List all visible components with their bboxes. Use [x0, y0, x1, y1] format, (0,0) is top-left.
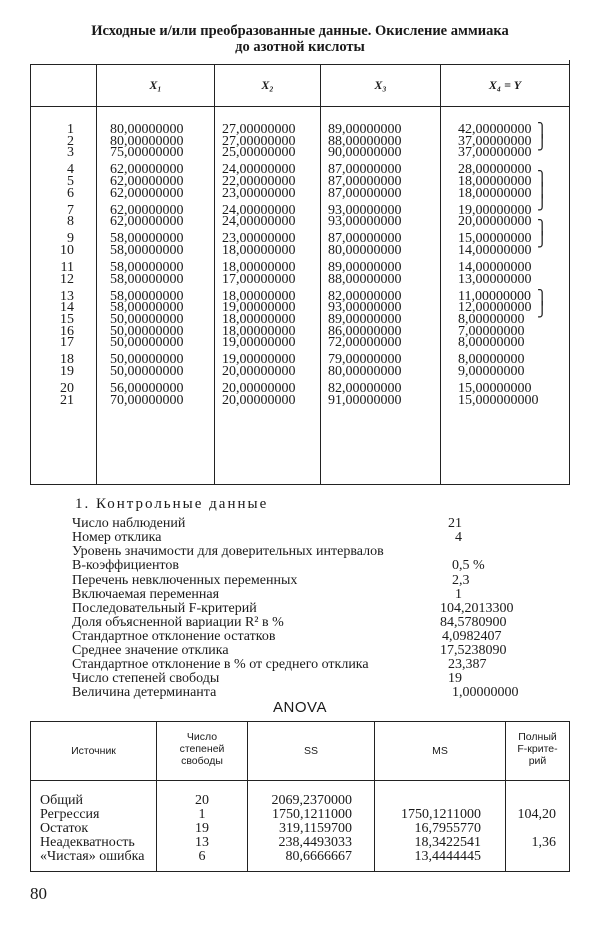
table-cell: 58,00000000 — [110, 242, 184, 258]
table-cell: 11,00000000 — [458, 288, 531, 304]
column-header-x4-y: X₄ = Y — [488, 78, 522, 92]
anova-top-rule — [30, 721, 570, 722]
table-cell: 93,00000000 — [328, 214, 402, 230]
table-cell: 23,00000000 — [222, 185, 296, 201]
row-number: 5 — [67, 173, 74, 189]
anova-cell-f: 104,20 — [517, 807, 556, 822]
anova-header-f-line: Полный — [518, 731, 557, 743]
table-cell: 50,00000000 — [110, 352, 184, 368]
control-value: 2,3 — [452, 573, 470, 588]
row-number: 17 — [60, 335, 74, 351]
control-value: 84,5780900 — [440, 615, 507, 630]
anova-left-rule — [30, 721, 31, 871]
table-cell: 82,00000000 — [328, 380, 402, 396]
table-cell: 14,00000000 — [458, 260, 532, 275]
control-label: Перечень невключенных переменных — [72, 573, 298, 588]
anova-cell-df: 20 — [195, 793, 209, 808]
table-col-rule — [440, 64, 441, 484]
table-cell: 58,00000000 — [110, 231, 184, 247]
table-col-rule — [320, 64, 321, 484]
row-number: 11 — [60, 260, 74, 275]
table-cell: 27,00000000 — [222, 133, 296, 149]
row-number: 8 — [67, 214, 74, 230]
anova-cell-ss: 238,4493033 — [278, 835, 352, 850]
anova-cell-source: Общий — [40, 793, 83, 808]
row-number: 2 — [67, 133, 74, 149]
table-cell: 50,00000000 — [110, 311, 184, 327]
row-number: 1 — [67, 122, 74, 137]
control-label: Уровень значимости для доверительных интервалов — [72, 544, 384, 559]
table-cell: 23,00000000 — [222, 231, 296, 247]
table-cell: 18,00000000 — [222, 323, 296, 339]
control-value: 4,0982407 — [442, 629, 502, 644]
anova-cell-df: 19 — [195, 821, 209, 836]
page-number: 80 — [30, 884, 47, 903]
control-value: 21 — [448, 516, 462, 531]
anova-cell-source: Регрессия — [40, 807, 100, 822]
anova-cell-source: «Чистая» ошибка — [40, 849, 145, 864]
table-cell: 90,00000000 — [328, 145, 402, 161]
table-cell: 50,00000000 — [110, 323, 184, 339]
anova-cell-df: 13 — [195, 835, 209, 850]
table-cell: 87,00000000 — [328, 185, 402, 201]
table-cell: 18,00000000 — [222, 311, 296, 327]
anova-cell-source: Остаток — [40, 821, 89, 836]
row-number: 15 — [60, 311, 74, 327]
table-cell: 19,00000000 — [222, 352, 296, 368]
control-label: Последовательный F-критерий — [72, 601, 257, 616]
anova-header-f-line: F-крите- — [517, 743, 558, 755]
table-cell: 58,00000000 — [110, 271, 184, 287]
anova-header-df-line: Число — [186, 731, 218, 743]
row-number: 18 — [60, 352, 74, 368]
table-cell: 8,00000000 — [458, 335, 525, 351]
row-number: 19 — [60, 363, 74, 379]
group-brace: ⎫ ⎭ — [537, 221, 548, 248]
table-cell: 58,00000000 — [110, 288, 184, 304]
table-cell: 17,00000000 — [222, 271, 296, 287]
table-cell: 91,00000000 — [328, 392, 402, 408]
row-number: 16 — [60, 323, 74, 339]
table-cell: 89,00000000 — [328, 260, 402, 275]
table-cell: 80,00000000 — [110, 133, 184, 149]
anova-cell-ms: 1750,1211000 — [401, 807, 481, 822]
control-label: Стандартное отклонение в % от среднего отклика — [72, 657, 369, 672]
table-cell: 28,00000000 — [458, 162, 532, 178]
anova-cell-df: 1 — [198, 807, 206, 822]
table-cell: 75,00000000 — [110, 145, 184, 161]
anova-header-f — [506, 731, 569, 767]
control-value: 4 — [455, 530, 462, 545]
table-cell: 19,00000000 — [222, 335, 296, 351]
control-label: B-коэффициентов — [72, 558, 179, 573]
table-cell: 93,00000000 — [328, 202, 402, 218]
table-right-rule — [569, 60, 570, 484]
anova-header-df-line: степеней — [179, 743, 225, 755]
table-cell: 20,00000000 — [222, 392, 296, 408]
control-value: 1 — [455, 587, 462, 602]
table-cell: 15,00000000 — [458, 231, 532, 247]
table-cell: 19,00000000 — [458, 202, 532, 218]
row-number: 3 — [67, 145, 74, 161]
table-cell: 18,00000000 — [458, 185, 532, 201]
column-header-x2: X₂ — [261, 78, 274, 92]
table-cell: 12,00000000 — [458, 300, 532, 316]
table-cell: 13,00000000 — [458, 271, 532, 287]
group-brace: ⎫ ⎪ ⎭ — [537, 172, 548, 211]
table-cell: 86,00000000 — [328, 323, 402, 339]
table-cell: 24,00000000 — [222, 202, 296, 218]
table-cell: 18,00000000 — [458, 173, 532, 189]
table-cell: 82,00000000 — [328, 288, 402, 304]
table-cell: 62,00000000 — [110, 162, 184, 178]
control-value: 104,2013300 — [440, 601, 514, 616]
row-number: 10 — [60, 242, 74, 258]
table-cell: 89,00000000 — [328, 122, 402, 137]
table-cell: 20,00000000 — [222, 380, 296, 396]
anova-cell-ss: 2069,2370000 — [271, 793, 352, 808]
control-label: Включаемая переменная — [72, 587, 220, 602]
table-cell: 8,00000000 — [458, 311, 525, 327]
table-cell: 80,00000000 — [328, 242, 402, 258]
table-cell: 7,00000000 — [458, 323, 525, 339]
table-cell: 25,00000000 — [222, 145, 296, 161]
section-title: 1. Контрольные данные — [75, 496, 269, 512]
anova-header-f-line: рий — [528, 755, 547, 767]
table-cell: 37,00000000 — [458, 133, 532, 149]
anova-cell-ss: 80,6666667 — [285, 849, 352, 864]
group-brace: ⎫ ⎭ — [537, 291, 548, 318]
row-number: 7 — [67, 202, 74, 218]
table-cell: 93,00000000 — [328, 300, 402, 316]
table-cell: 62,00000000 — [110, 214, 184, 230]
table-cell: 56,00000000 — [110, 380, 184, 396]
table-header-rule — [30, 106, 570, 107]
anova-cell-ss: 1750,1211000 — [272, 807, 352, 822]
control-label: Величина детерминанта — [72, 685, 217, 700]
table-cell: 20,00000000 — [458, 214, 532, 230]
table-col-rule — [96, 64, 97, 484]
anova-header-source: Источник — [71, 745, 116, 757]
control-label: Номер отклика — [72, 530, 162, 545]
row-number: 6 — [67, 185, 74, 201]
anova-header-ms: MS — [432, 745, 448, 757]
anova-right-rule — [569, 721, 570, 871]
anova-header-ss: SS — [303, 745, 318, 757]
anova-header-rule — [30, 780, 570, 781]
table-cell: 42,00000000 — [458, 122, 532, 137]
table-cell: 62,00000000 — [110, 185, 184, 201]
table-cell: 15,00000000 — [458, 380, 532, 396]
anova-header-df — [157, 731, 247, 767]
row-number: 14 — [60, 300, 74, 316]
table-cell: 37,00000000 — [458, 145, 532, 161]
table-cell: 18,00000000 — [222, 242, 296, 258]
table-cell: 19,00000000 — [222, 300, 296, 316]
page-title-line1: Исходные и/или преобразованные данные. Окисление аммиака — [91, 23, 509, 39]
table-cell: 62,00000000 — [110, 202, 184, 218]
row-number: 4 — [67, 162, 74, 178]
table-cell: 27,00000000 — [222, 122, 296, 137]
table-cell: 88,00000000 — [328, 271, 402, 287]
control-value: 19 — [448, 671, 462, 686]
control-value: 17,5238090 — [440, 643, 507, 658]
table-cell: 18,00000000 — [222, 260, 296, 275]
table-cell: 50,00000000 — [110, 363, 184, 379]
table-cell: 88,00000000 — [328, 133, 402, 149]
table-cell: 79,00000000 — [328, 352, 402, 368]
column-header-x3: X₃ — [374, 78, 387, 92]
table-cell: 72,00000000 — [328, 335, 402, 351]
table-cell: 24,00000000 — [222, 214, 296, 230]
control-label: Доля объясненной вариации R² в % — [72, 615, 284, 630]
table-cell: 62,00000000 — [110, 173, 184, 189]
control-value: 23,387 — [448, 657, 487, 672]
table-cell: 87,00000000 — [328, 162, 402, 178]
anova-cell-ms: 13,4444445 — [414, 849, 481, 864]
anova-title: ANOVA — [273, 699, 327, 716]
table-cell: 22,00000000 — [222, 173, 296, 189]
table-cell: 20,00000000 — [222, 363, 296, 379]
row-number: 13 — [60, 288, 74, 304]
table-cell: 80,00000000 — [110, 122, 184, 137]
table-cell: 80,00000000 — [328, 363, 402, 379]
control-label: Число степеней свободы — [72, 671, 220, 686]
row-number: 9 — [67, 231, 74, 247]
table-cell: 89,00000000 — [328, 311, 402, 327]
row-number: 20 — [60, 380, 74, 396]
group-brace: ⎫ ⎭ — [537, 124, 548, 151]
row-number: 12 — [60, 271, 74, 287]
anova-bottom-rule — [30, 871, 570, 872]
anova-cell-f: 1,36 — [531, 835, 556, 850]
control-label: Среднее значение отклика — [72, 643, 229, 658]
anova-header-df-line: свободы — [181, 755, 223, 767]
table-cell: 9,00000000 — [458, 363, 525, 379]
table-cell: 70,00000000 — [110, 392, 184, 408]
page-title-line2: до азотной кислоты — [235, 39, 365, 55]
table-top-rule — [30, 64, 570, 65]
table-cell: 15,000000000 — [458, 392, 539, 408]
table-cell: 24,00000000 — [222, 162, 296, 178]
table-cell: 58,00000000 — [110, 300, 184, 316]
table-col-rule — [214, 64, 215, 484]
table-bottom-rule — [30, 484, 570, 485]
table-cell: 87,00000000 — [328, 173, 402, 189]
control-value: 1,00000000 — [452, 685, 519, 700]
control-label: Число наблюдений — [72, 516, 186, 531]
row-number: 21 — [60, 392, 74, 408]
table-cell: 18,00000000 — [222, 288, 296, 304]
anova-cell-ss: 319,1159700 — [279, 821, 352, 836]
table-cell: 8,00000000 — [458, 352, 525, 368]
column-header-x1: X₁ — [149, 78, 162, 92]
control-label: Стандартное отклонение остатков — [72, 629, 276, 644]
table-cell: 50,00000000 — [110, 335, 184, 351]
anova-cell-ms: 18,3422541 — [414, 835, 481, 850]
anova-cell-df: 6 — [198, 849, 206, 864]
anova-cell-ms: 16,7955770 — [414, 821, 481, 836]
table-cell: 14,00000000 — [458, 242, 532, 258]
table-cell: 58,00000000 — [110, 260, 184, 275]
anova-cell-source: Неадекватность — [40, 835, 135, 850]
table-cell: 87,00000000 — [328, 231, 402, 247]
table-left-rule — [30, 64, 31, 484]
control-value: 0,5 % — [452, 558, 485, 573]
